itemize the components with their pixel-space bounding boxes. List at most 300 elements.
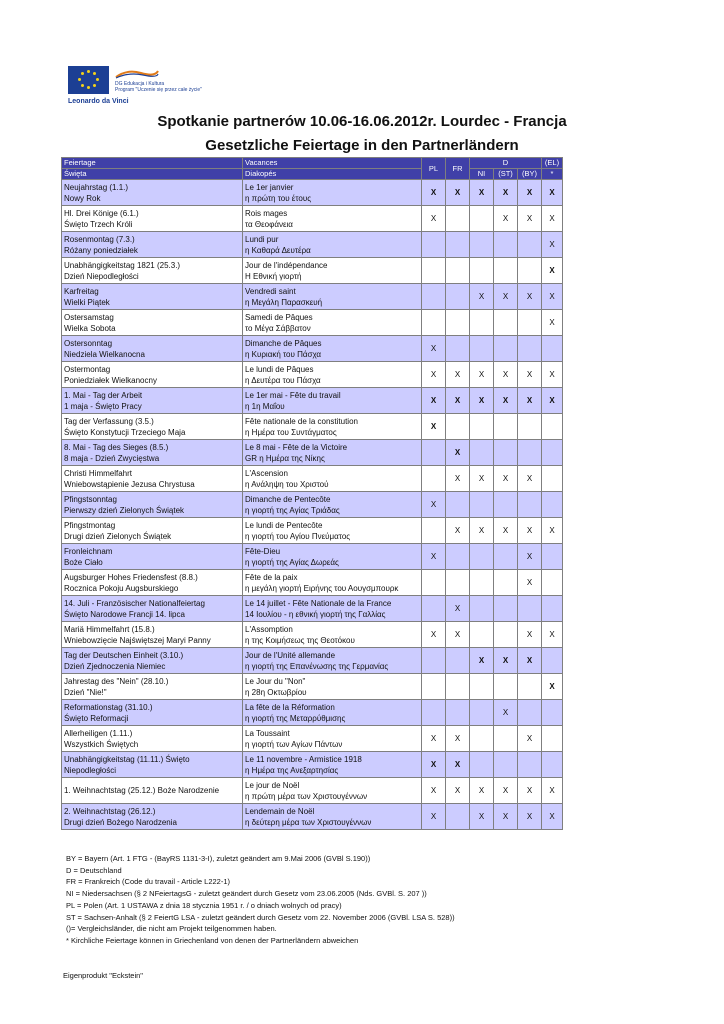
mark-by: [518, 700, 542, 726]
mark-st: X: [494, 778, 518, 804]
holiday-name-pl: Wniebowzięcie Najświętszej Maryi Panny: [64, 635, 211, 645]
vacances-cell: [243, 362, 422, 388]
mark-fr: [446, 206, 470, 232]
holiday-name-de: 8. Mai - Tag des Sieges (8.5.): [64, 442, 169, 452]
table-row: [62, 492, 563, 518]
holiday-name-pl: Drugi dzień Bożego Narodzenia: [64, 817, 177, 827]
holiday-name-de: Christi Himmelfahrt: [64, 468, 133, 478]
mark-by: X: [518, 388, 542, 414]
header-st: (ST): [494, 169, 518, 180]
header-star: *: [542, 169, 563, 180]
table-row: [62, 180, 563, 206]
dg-swoosh-icon: [115, 69, 159, 79]
holiday-name-fr: Jour de l'indépendance: [245, 260, 328, 270]
mark-st: [494, 492, 518, 518]
mark-st: [494, 622, 518, 648]
mark-el: [542, 492, 563, 518]
holiday-name-fr: La fête de la Réformation: [245, 702, 335, 712]
mark-fr: X: [446, 752, 470, 778]
eu-flag-icon: [68, 66, 109, 94]
holiday-name-de: Karfreitag: [64, 286, 99, 296]
mark-pl: [422, 284, 446, 310]
mark-ni: [470, 752, 494, 778]
mark-pl: X: [422, 180, 446, 206]
table-row: [62, 206, 563, 232]
table-row: [62, 258, 563, 284]
mark-st: [494, 570, 518, 596]
legend-line: NI = Niedersachsen (§ 2 NFeiertagsG - zuletzt geändert durch Gesetz vom 23.06.2005 (Nds. GVBl. S. 207 )): [66, 889, 427, 899]
table-row: [62, 544, 563, 570]
mark-st: X: [494, 700, 518, 726]
holiday-name-cell: [62, 518, 243, 544]
holiday-name-fr: Le lundi de Pentecôte: [245, 520, 323, 530]
vacances-cell: [243, 310, 422, 336]
mark-fr: [446, 232, 470, 258]
mark-el: X: [542, 232, 563, 258]
table-row: [62, 674, 563, 700]
mark-pl: [422, 648, 446, 674]
mark-el: X: [542, 518, 563, 544]
holiday-name-de: Ostersonntag: [64, 338, 113, 348]
holiday-name-fr: Fête nationale de la constitution: [245, 416, 358, 426]
holiday-name-el: το Μέγα Σάββατον: [245, 323, 311, 333]
holiday-name-cell: [62, 388, 243, 414]
vacances-cell: [243, 544, 422, 570]
holiday-name-fr: Le 1er janvier: [245, 182, 294, 192]
mark-el: X: [542, 310, 563, 336]
mark-ni: [470, 258, 494, 284]
legend-line: * Kirchliche Feiertage können in Griechenland von denen der Partnerländern abweichen: [66, 935, 359, 945]
table-row: [62, 700, 563, 726]
mark-el: X: [542, 674, 563, 700]
header-by: (BY): [518, 169, 542, 180]
header-pl: PL: [422, 158, 446, 180]
mark-st: [494, 336, 518, 362]
holiday-name-de: Hl. Drei Könige (6.1.): [64, 208, 139, 218]
mark-fr: [446, 544, 470, 570]
holiday-name-fr: Le 11 novembre - Armistice 1918: [245, 754, 362, 764]
mark-fr: X: [446, 596, 470, 622]
holiday-name-pl: Niepodległości: [64, 765, 117, 775]
mark-st: X: [494, 466, 518, 492]
mark-st: [494, 414, 518, 440]
holiday-name-cell: [62, 570, 243, 596]
mark-el: [542, 752, 563, 778]
vacances-cell: [243, 492, 422, 518]
mark-st: X: [494, 180, 518, 206]
holiday-name-de: Augsburger Hohes Friedensfest (8.8.): [64, 572, 198, 582]
mark-by: [518, 336, 542, 362]
mark-ni: [470, 336, 494, 362]
holiday-name-el: η γιορτή της Επανένωσης της Γερμανίας: [245, 661, 389, 671]
holiday-name-pl: Wielka Sobota: [64, 323, 116, 333]
table-row: [62, 648, 563, 674]
vacances-cell: [243, 726, 422, 752]
holiday-name-pl: Święto Trzech Króli: [64, 219, 133, 229]
mark-ni: [470, 492, 494, 518]
holiday-name-pl: Nowy Rok: [64, 193, 101, 203]
holiday-name-el: η δεύτερη μέρα των Χριστουγέννων: [245, 817, 372, 827]
mark-pl: [422, 596, 446, 622]
mark-fr: [446, 700, 470, 726]
mark-by: X: [518, 180, 542, 206]
holiday-name-fr: Vendredi saint: [245, 286, 296, 296]
holiday-name-el: η γιορτή της Μεταρρύθμισης: [245, 713, 346, 723]
vacances-cell: [243, 232, 422, 258]
vacances-cell: [243, 570, 422, 596]
holiday-name-fr: Jour de l'Unité allemande: [245, 650, 336, 660]
mark-el: X: [542, 206, 563, 232]
holiday-name-el: Η Εθνική γιορτή: [245, 271, 302, 281]
mark-fr: X: [446, 778, 470, 804]
mark-el: X: [542, 778, 563, 804]
mark-st: [494, 232, 518, 258]
mark-el: [542, 544, 563, 570]
table-row: [62, 622, 563, 648]
holiday-name-cell: [62, 778, 243, 804]
table-row: [62, 804, 563, 830]
mark-el: [542, 466, 563, 492]
holiday-name-pl: Święto Reformacji: [64, 713, 129, 723]
holiday-name-el: η Ημέρα της Ανεξαρτησίας: [245, 765, 339, 775]
holiday-name-pl: Dzień Zjednoczenia Niemiec: [64, 661, 166, 671]
mark-fr: [446, 648, 470, 674]
holiday-name-el: 14 Ιουλίου - η εθνική γιορτή της Γαλλίας: [245, 609, 386, 619]
holiday-name-el: η της Κοιμήσεως της Θεοτόκου: [245, 635, 355, 645]
table-row: [62, 570, 563, 596]
holiday-name-cell: [62, 284, 243, 310]
mark-ni: [470, 544, 494, 570]
table-row: [62, 362, 563, 388]
mark-by: [518, 440, 542, 466]
holiday-name-el: η Καθαρά Δευτέρα: [245, 245, 311, 255]
mark-st: [494, 310, 518, 336]
mark-pl: [422, 440, 446, 466]
legend: [66, 853, 455, 947]
mark-ni: X: [470, 466, 494, 492]
mark-pl: X: [422, 492, 446, 518]
mark-by: [518, 596, 542, 622]
holiday-name-cell: [62, 700, 243, 726]
holiday-name-fr: Lundi pur: [245, 234, 279, 244]
mark-by: X: [518, 570, 542, 596]
mark-fr: X: [446, 440, 470, 466]
legend-line: ST = Sachsen-Anhalt (§ 2 FeiertG LSA - zuletzt geändert durch Gesetz vom 22. November 2006 (GVBl. LSA S. 528)): [66, 912, 455, 922]
mark-fr: X: [446, 388, 470, 414]
vacances-cell: [243, 414, 422, 440]
mark-ni: X: [470, 284, 494, 310]
holiday-name-cell: [62, 804, 243, 830]
mark-pl: [422, 310, 446, 336]
mark-st: [494, 596, 518, 622]
mark-by: [518, 752, 542, 778]
holiday-name-el: η 1η Μαΐου: [245, 401, 285, 411]
dg-caption: [115, 81, 202, 93]
mark-el: [542, 336, 563, 362]
header-swieta: Święta: [62, 169, 243, 180]
table-row: [62, 310, 563, 336]
mark-fr: [446, 414, 470, 440]
vacances-cell: [243, 752, 422, 778]
holiday-name-fr: L'Ascension: [245, 468, 288, 478]
table-row: [62, 336, 563, 362]
table-row: [62, 440, 563, 466]
mark-ni: [470, 440, 494, 466]
mark-pl: [422, 466, 446, 492]
mark-pl: [422, 258, 446, 284]
holiday-name-el: η γιορτή των Αγίων Πάντων: [245, 739, 343, 749]
mark-ni: [470, 570, 494, 596]
mark-pl: [422, 570, 446, 596]
mark-ni: X: [470, 388, 494, 414]
mark-fr: X: [446, 622, 470, 648]
mark-pl: X: [422, 726, 446, 752]
table-row: [62, 466, 563, 492]
holiday-name-de: 1. Mai - Tag der Arbeit: [64, 390, 143, 400]
table-row: [62, 518, 563, 544]
holiday-name-el: η πρώτη μέρα των Χριστουγέννων: [245, 791, 368, 801]
mark-fr: [446, 674, 470, 700]
holiday-name-fr: Dimanche de Pâques: [245, 338, 322, 348]
mark-by: X: [518, 648, 542, 674]
holiday-name-pl: Święto Narodowe Francji 14. lipca: [64, 609, 185, 619]
table-row: [62, 778, 563, 804]
mark-pl: [422, 232, 446, 258]
holiday-name-cell: [62, 752, 243, 778]
holiday-name-el: η μεγάλη γιορτή Ειρήνης του Αουγσμπουρκ: [245, 583, 399, 593]
holiday-name-cell: [62, 362, 243, 388]
holiday-name-de: Rosenmontag (7.3.): [64, 234, 135, 244]
mark-pl: X: [422, 414, 446, 440]
mark-ni: [470, 622, 494, 648]
table-row: [62, 596, 563, 622]
mark-el: [542, 648, 563, 674]
mark-pl: X: [422, 362, 446, 388]
mark-by: X: [518, 622, 542, 648]
mark-fr: [446, 570, 470, 596]
vacances-cell: [243, 518, 422, 544]
page-title: Spotkanie partnerów 10.06-16.06.2012r. Lourdec - Francja: [157, 113, 567, 130]
vacances-cell: [243, 674, 422, 700]
vacances-cell: [243, 778, 422, 804]
mark-st: X: [494, 518, 518, 544]
vacances-cell: [243, 648, 422, 674]
mark-ni: X: [470, 804, 494, 830]
legend-line: D = Deutschland: [66, 865, 122, 875]
holiday-name-de: Reformationstag (31.10.): [64, 702, 153, 712]
mark-el: [542, 440, 563, 466]
logo-block: [68, 66, 228, 112]
mark-ni: X: [470, 648, 494, 674]
holiday-name-el: η 28η Οκτωβρίου: [245, 687, 307, 697]
mark-el: X: [542, 388, 563, 414]
holiday-name-de: Mariä Himmelfahrt (15.8.): [64, 624, 155, 634]
mark-fr: [446, 310, 470, 336]
holiday-name-pl: Drugi dzień Zielonych Świątek: [64, 531, 172, 541]
holiday-name-cell: [62, 674, 243, 700]
holiday-name-cell: [62, 206, 243, 232]
legend-line: PL = Polen (Art. 1 USTAWA z dnia 18 stycznia 1951 r. / o dniach wolnych od pracy): [66, 900, 342, 910]
legend-line: BY = Bayern (Art. 1 FTG - (BayRS 1131-3-I), zuletzt geändert am 9.Mai 2006 (GVBl S.190)): [66, 854, 371, 863]
holiday-name-cell: [62, 596, 243, 622]
holiday-name-pl: Pierwszy dzień Zielonych Świątek: [64, 505, 185, 515]
holiday-name-pl: Święto Konstytucji Trzeciego Maja: [64, 427, 186, 437]
vacances-cell: [243, 596, 422, 622]
mark-el: [542, 414, 563, 440]
holiday-name-de: 2. Weihnachtstag (26.12.): [64, 806, 156, 816]
dg-line1: DG Edukacja i Kultura: [115, 81, 165, 87]
mark-pl: [422, 518, 446, 544]
mark-st: X: [494, 804, 518, 830]
holiday-name-de: Allerheiligen (1.11.): [64, 728, 133, 738]
table-row: [62, 726, 563, 752]
mark-st: X: [494, 388, 518, 414]
holiday-name-pl: Boże Ciało: [64, 557, 103, 567]
header-ni: NI: [470, 169, 494, 180]
holiday-name-cell: [62, 544, 243, 570]
mark-el: X: [542, 284, 563, 310]
header-diakopes: Diakopés: [243, 169, 422, 180]
table-row: [62, 388, 563, 414]
holiday-name-de: Pfingstsonntag: [64, 494, 117, 504]
holiday-name-de: Tag der Verfassung (3.5.): [64, 416, 154, 426]
mark-pl: X: [422, 544, 446, 570]
holiday-name-pl: Poniedziałek Wielkanocny: [64, 375, 157, 385]
mark-ni: X: [470, 518, 494, 544]
mark-pl: X: [422, 622, 446, 648]
mark-st: X: [494, 284, 518, 310]
table-row: [62, 232, 563, 258]
mark-st: X: [494, 206, 518, 232]
holiday-name-fr: Le 8 mai - Fête de la Victoire: [245, 442, 348, 452]
header-row-2: [62, 169, 563, 180]
holiday-name-de: Unabhängigkeitstag 1821 (25.3.): [64, 260, 181, 270]
vacances-cell: [243, 466, 422, 492]
mark-fr: [446, 492, 470, 518]
mark-el: [542, 700, 563, 726]
mark-by: X: [518, 362, 542, 388]
holiday-name-de: 14. Juli - Französischer Nationalfeiertag: [64, 598, 205, 608]
holiday-name-fr: Lendemain de Noël: [245, 806, 315, 816]
header-d: D: [470, 158, 542, 169]
header-el: (EL): [542, 158, 563, 169]
mark-ni: X: [470, 362, 494, 388]
programme-name: Leonardo da Vinci: [68, 98, 129, 105]
vacances-cell: [243, 622, 422, 648]
holiday-name-de: Ostermontag: [64, 364, 111, 374]
header-vacances: Vacances: [243, 158, 422, 169]
mark-ni: [470, 310, 494, 336]
holiday-name-cell: [62, 310, 243, 336]
vacances-cell: [243, 388, 422, 414]
holiday-name-cell: [62, 466, 243, 492]
holiday-name-el: τα Θεοφάνεια: [245, 219, 293, 229]
holiday-name-pl: Wszystkich Świętych: [64, 739, 139, 749]
holiday-name-de: Pfingstmontag: [64, 520, 116, 530]
holiday-name-el: η Δευτέρα του Πάσχα: [245, 375, 321, 385]
mark-by: [518, 232, 542, 258]
mark-st: X: [494, 648, 518, 674]
mark-ni: X: [470, 180, 494, 206]
holiday-name-el: η Κυριακή του Πάσχα: [245, 349, 322, 359]
vacances-cell: [243, 336, 422, 362]
mark-st: [494, 258, 518, 284]
dg-line2: Program "Uczenie się przez całe życie": [115, 87, 202, 93]
header-row-1: [62, 158, 563, 169]
mark-pl: X: [422, 388, 446, 414]
holiday-name-fr: Le Jour du "Non": [245, 676, 306, 686]
holiday-table: [61, 157, 563, 830]
holiday-name-pl: Dzień "Nie!": [64, 687, 107, 697]
vacances-cell: [243, 258, 422, 284]
holiday-name-fr: Le 14 juillet - Fête Nationale de la France: [245, 598, 392, 608]
mark-st: [494, 544, 518, 570]
mark-pl: X: [422, 778, 446, 804]
holiday-name-fr: Fête-Dieu: [245, 546, 281, 556]
holiday-name-fr: Dimanche de Pentecôte: [245, 494, 331, 504]
mark-pl: [422, 700, 446, 726]
mark-by: X: [518, 804, 542, 830]
holiday-name-el: η πρώτη του έτους: [245, 193, 312, 203]
header-fr: FR: [446, 158, 470, 180]
mark-fr: X: [446, 180, 470, 206]
mark-by: X: [518, 466, 542, 492]
holiday-name-pl: Dzień Niepodległości: [64, 271, 139, 281]
holiday-name-cell: [62, 440, 243, 466]
holiday-name-de: Unabhängigkeitstag (11.11.) Święto: [64, 754, 190, 764]
mark-fr: X: [446, 726, 470, 752]
mark-pl: [422, 674, 446, 700]
mark-ni: [470, 232, 494, 258]
holiday-name-fr: La Toussaint: [245, 728, 290, 738]
holiday-name-de: Tag der Deutschen Einheit (3.10.): [64, 650, 184, 660]
mark-ni: [470, 700, 494, 726]
mark-by: [518, 310, 542, 336]
holiday-name-el: η Ανάληψη του Χριστού: [245, 479, 329, 489]
mark-ni: [470, 726, 494, 752]
mark-by: X: [518, 518, 542, 544]
mark-by: [518, 492, 542, 518]
mark-fr: X: [446, 362, 470, 388]
holiday-name-cell: [62, 726, 243, 752]
mark-el: X: [542, 362, 563, 388]
mark-pl: X: [422, 752, 446, 778]
holiday-name-fr: Le lundi de Pâques: [245, 364, 314, 374]
holiday-name-cell: [62, 180, 243, 206]
holiday-name-fr: Le jour de Noël: [245, 780, 300, 790]
mark-fr: [446, 284, 470, 310]
holiday-name-cell: [62, 414, 243, 440]
mark-ni: X: [470, 778, 494, 804]
mark-st: [494, 674, 518, 700]
holiday-name-fr: Fête de la paix: [245, 572, 298, 582]
holiday-name-el: η γιορτή του Αγίου Πνεύματος: [245, 531, 351, 541]
holiday-name-pl: Niedziela Wielkanocna: [64, 349, 145, 359]
mark-by: X: [518, 544, 542, 570]
mark-by: X: [518, 778, 542, 804]
mark-el: X: [542, 804, 563, 830]
mark-el: X: [542, 258, 563, 284]
legend-line: FR = Frankreich (Code du travail - Article L222-1): [66, 877, 231, 887]
holiday-name-el: η γιορτή της Αγίας Τριάδας: [245, 505, 340, 515]
mark-st: X: [494, 362, 518, 388]
mark-pl: X: [422, 206, 446, 232]
holiday-name-pl: Wniebowstąpienie Jezusa Chrystusa: [64, 479, 195, 489]
table-row: [62, 284, 563, 310]
holiday-name-de: Fronleichnam: [64, 546, 113, 556]
table-row: [62, 414, 563, 440]
mark-pl: X: [422, 336, 446, 362]
